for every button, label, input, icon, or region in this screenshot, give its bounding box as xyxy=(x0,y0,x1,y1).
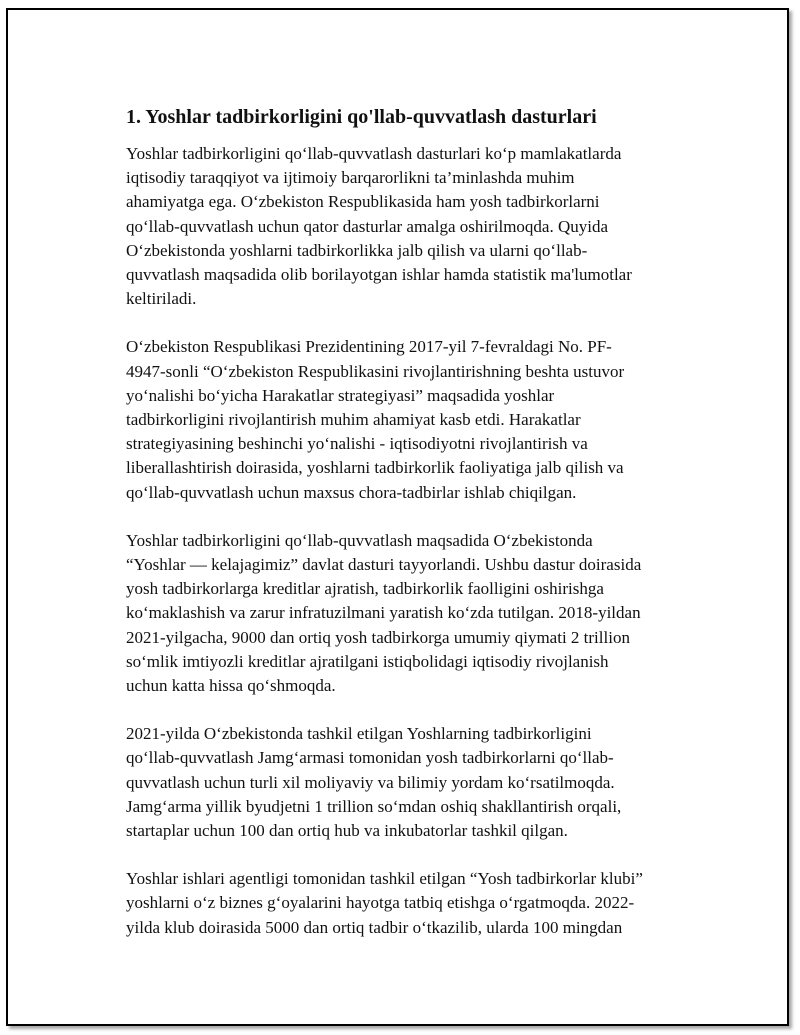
page-frame xyxy=(6,8,789,1026)
text-line: qo‘llab-quvvatlash uchun qator dasturlar amalga oshirilmoqda. Quyida xyxy=(126,216,609,236)
text-line: uchun katta hissa qo‘shmoqda. xyxy=(126,676,336,696)
text-line: 2021-yilgacha, 9000 dan ortiq yosh tadbirkorga umumiy qiymati 2 trillion xyxy=(126,627,630,647)
text-line: O‘zbekistonda yoshlarni tadbirkorlikka jalb qilish va ularni qo‘llab- xyxy=(126,240,588,260)
text-line: quvvatlash uchun turli xil moliyaviy va bilimiy yordam ko‘rsatilmoqda. xyxy=(126,772,615,792)
text-line: yosh tadbirkorlarga kreditlar ajratish, tadbirkorlik faolligini oshirishga xyxy=(126,579,604,599)
text-line: quvvatlash maqsadida olib borilayotgan ishlar hamda statistik ma'lumotlar xyxy=(126,265,632,285)
text-line: tadbirkorligini rivojlantirish muhim ahamiyat kasb etdi. Harakatlar xyxy=(126,410,581,430)
text-line: strategiyasining beshinchi yo‘nalishi - iqtisodiyotni rivojlantirish va xyxy=(126,434,588,454)
text-line: yilda klub doirasida 5000 dan ortiq tadbir o‘tkazilib, ularda 100 mingdan xyxy=(126,917,623,937)
paragraph-club xyxy=(126,867,686,940)
text-line: Jamg‘arma yillik byudjetni 1 trillion so‘mdan oshiq shakllantirish orqali, xyxy=(126,796,622,816)
text-line: O‘zbekiston Respublikasi Prezidentining 2017-yil 7-fevraldagi No. PF- xyxy=(126,337,612,357)
text-line: Yoshlar tadbirkorligini qo‘llab-quvvatlash dasturlari ko‘p mamlakatlarda xyxy=(126,144,622,163)
text-line: ko‘maklashish va zarur infratuzilmani yaratish ko‘zda tutilgan. 2018-yildan xyxy=(126,603,641,623)
paragraph-decree xyxy=(126,335,686,504)
paragraph-state-program xyxy=(126,529,686,698)
paragraph-fund xyxy=(126,722,686,843)
document-body xyxy=(126,102,686,964)
text-line: yoshlarni o‘z biznes g‘oyalarini hayotga tatbiq etishga o‘rgatmoqda. 2022- xyxy=(126,893,635,913)
text-line: qo‘llab-quvvatlash uchun maxsus chora-tadbirlar ishlab chiqilgan. xyxy=(126,482,577,502)
text-line: qo‘llab-quvvatlash Jamg‘armasi tomonidan yosh tadbirkorlarni qo‘llab- xyxy=(126,748,614,768)
text-line: yo‘nalishi bo‘yicha Harakatlar strategiyasi” maqsadida yoshlar xyxy=(126,385,555,405)
text-line: Yoshlar tadbirkorligini qo‘llab-quvvatlash maqsadida O‘zbekistonda xyxy=(126,530,593,550)
text-line: “Yoshlar — kelajagimiz” davlat dasturi tayyorlandi. Ushbu dastur doirasida xyxy=(126,555,642,575)
text-line: iqtisodiy taraqqiyot va ijtimoiy barqarorlikni ta’minlashda muhim xyxy=(126,168,575,188)
text-line: liberallashtirish doirasida, yoshlarni tadbirkorlik faoliyatiga jalb qilish va xyxy=(126,458,624,478)
text-line: 4947-sonli “O‘zbekiston Respublikasini rivojlantirishning beshta ustuvor xyxy=(126,361,625,381)
text-line: ahamiyatga ega. O‘zbekiston Respublikasida ham yosh tadbirkorlarni xyxy=(126,192,600,212)
text-line: so‘mlik imtiyozli kreditlar ajratilgani istiqbolidagi iqtisodiy rivojlanish xyxy=(126,651,609,671)
section-heading: 1. Yoshlar tadbirkorligini qo'llab-quvvatlash dasturlari xyxy=(126,106,597,128)
text-line: Yoshlar ishlari agentligi tomonidan tashkil etilgan “Yosh tadbirkorlar klubi” xyxy=(126,869,643,889)
text-line: keltiriladi. xyxy=(126,289,197,309)
text-line: 2021-yilda O‘zbekistonda tashkil etilgan Yoshlarning tadbirkorligini xyxy=(126,724,592,744)
text-line: startaplar uchun 100 dan ortiq hub va inkubatorlar tashkil qilgan. xyxy=(126,821,568,841)
paragraph-intro xyxy=(126,142,686,311)
